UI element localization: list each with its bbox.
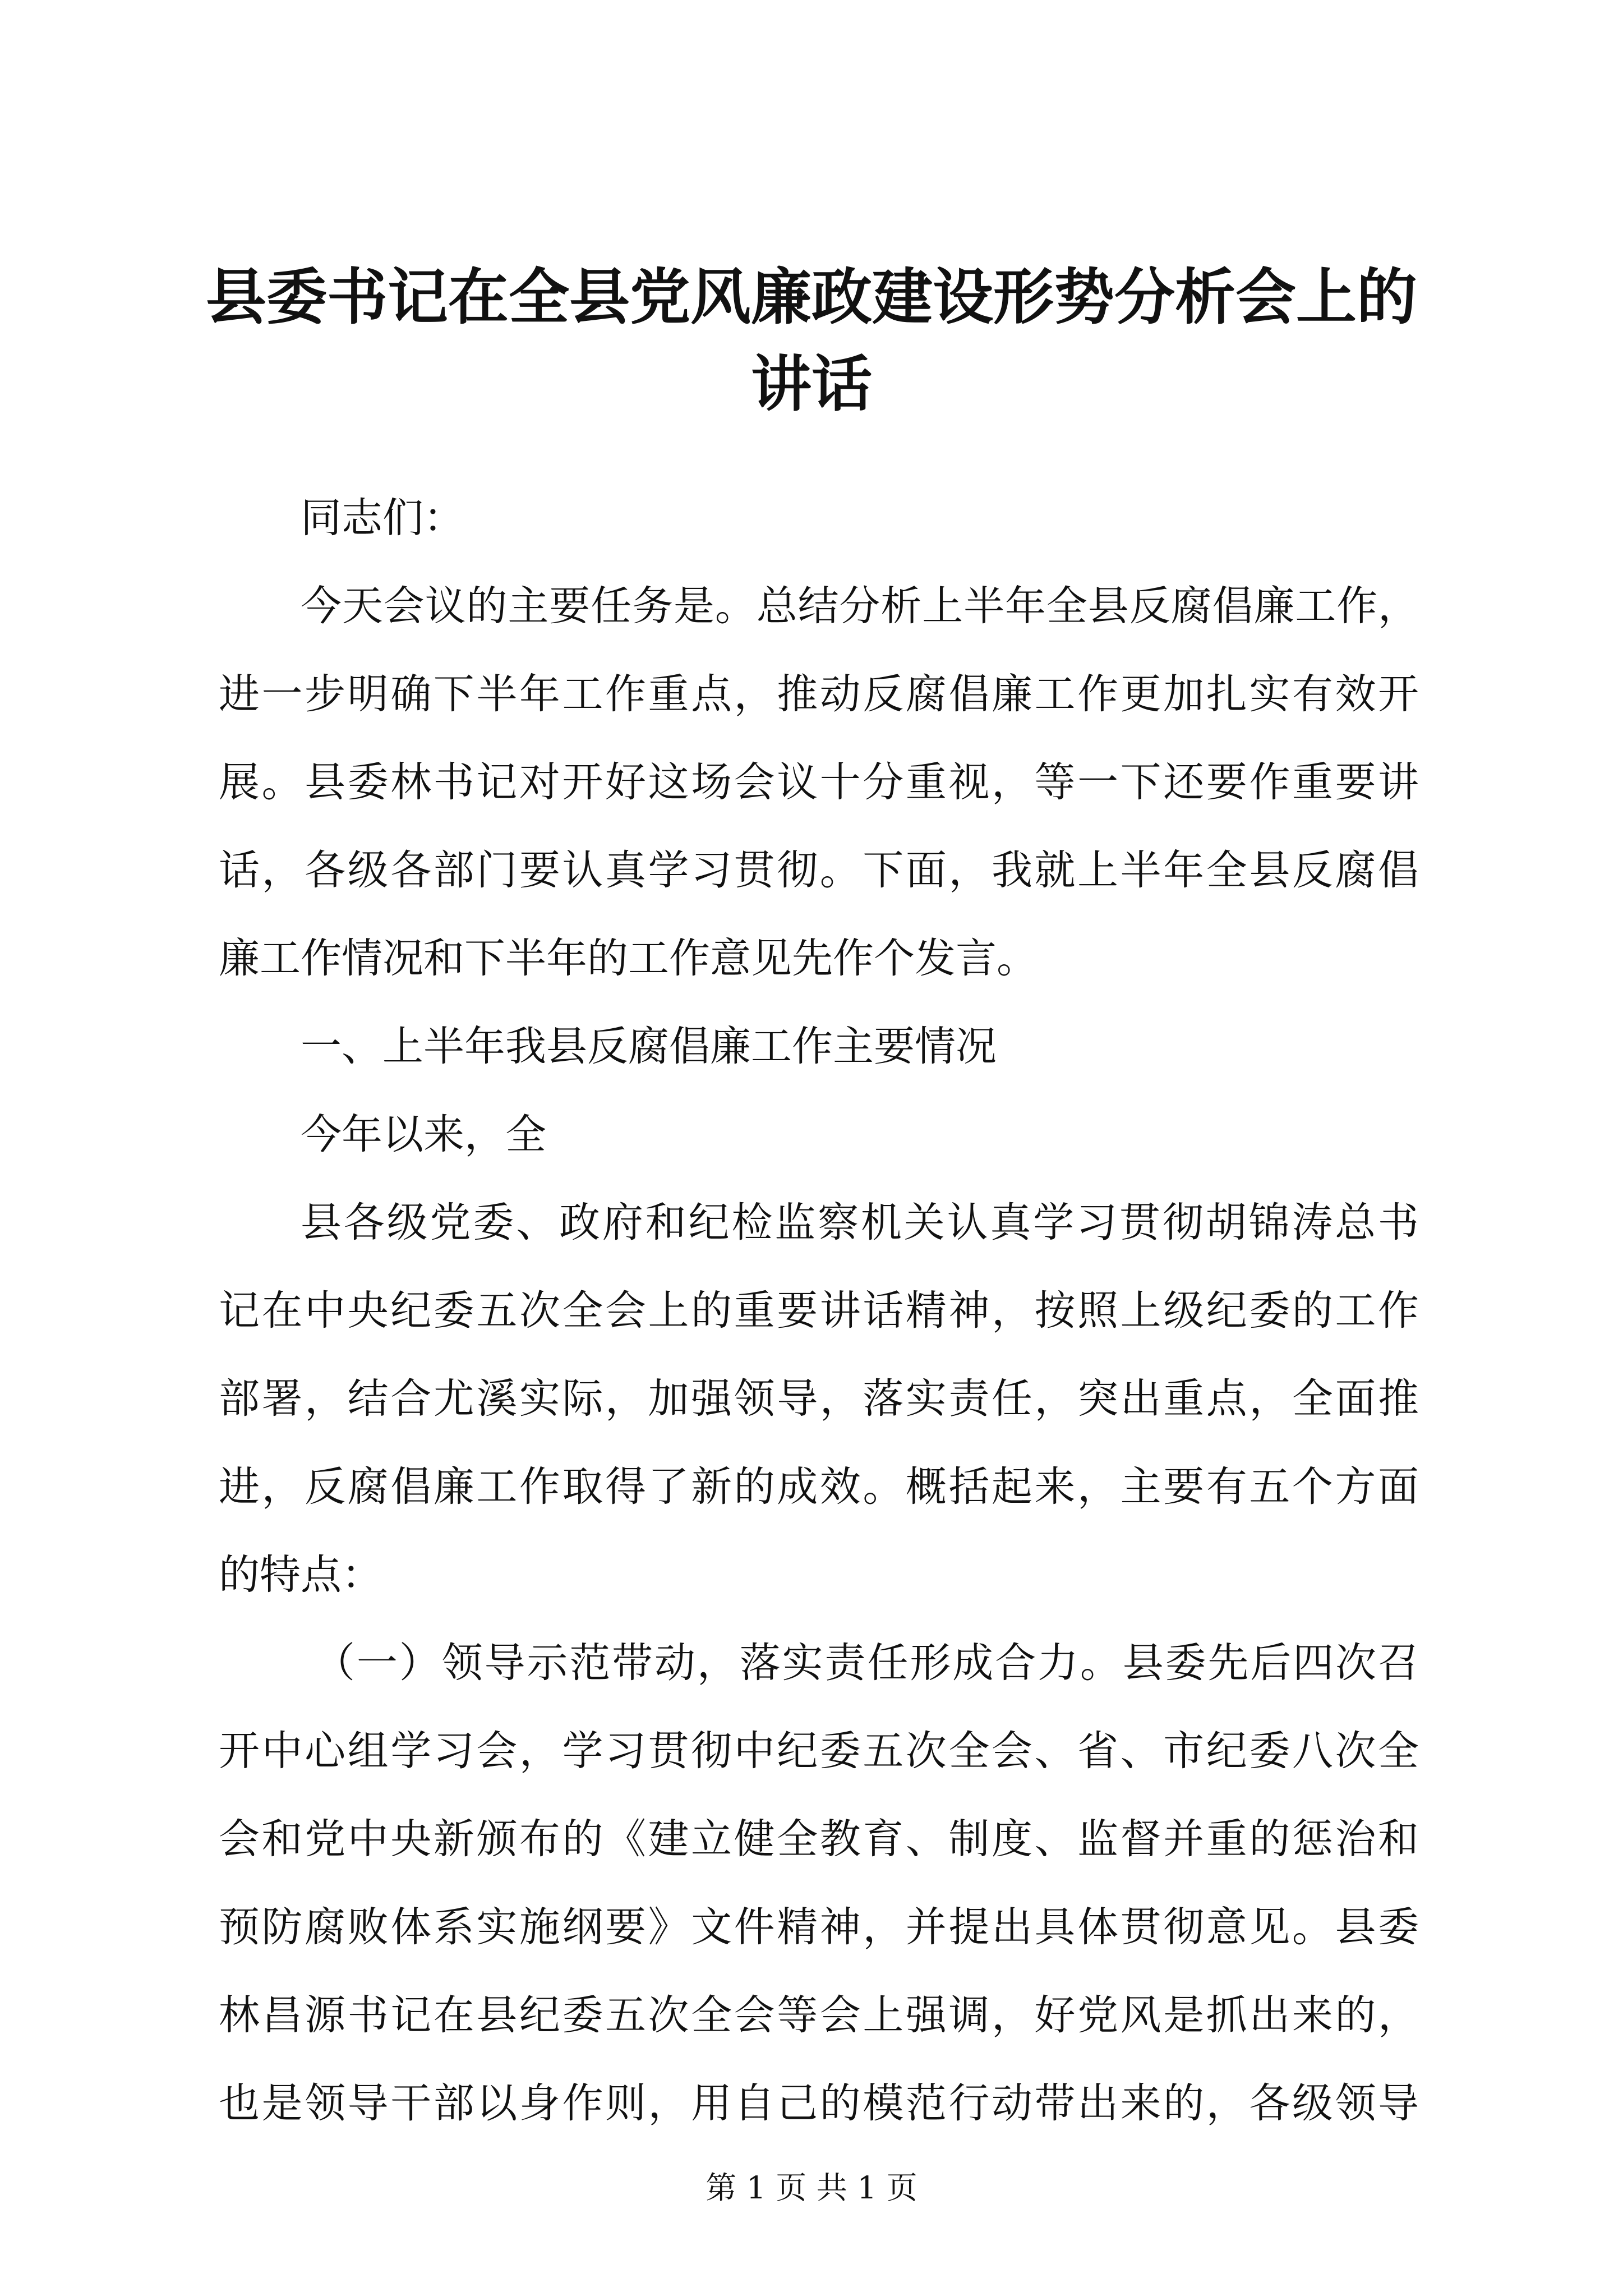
body-line: 今年以来，全 bbox=[301, 1111, 546, 1158]
document-body bbox=[219, 474, 1419, 2147]
body-line: 部署，结合尤溪实际，加强领导，落实责任，突出重点，全面推 bbox=[219, 1375, 1419, 1423]
body-line: 话，各级各部门要认真学习贯彻。下面，我就上半年全县反腐倡 bbox=[219, 846, 1419, 894]
body-line: 县各级党委、政府和纪检监察机关认真学习贯彻胡锦涛总书 bbox=[301, 1199, 1419, 1246]
body-line: 开中心组学习会，学习贯彻中纪委五次全会、省、市纪委八次全 bbox=[219, 1727, 1419, 1775]
body-line: 会和党中央新颁布的《建立健全教育、制度、监督并重的惩治和 bbox=[219, 1815, 1419, 1863]
body-line: 林昌源书记在县纪委五次全会等会上强调，好党风是抓出来的， bbox=[219, 1991, 1419, 2039]
body-line: 展。县委林书记对开好这场会议十分重视，等一下还要作重要讲 bbox=[219, 758, 1419, 806]
body-line: 的特点： bbox=[219, 1551, 382, 1599]
body-line: 进一步明确下半年工作重点，推动反腐倡廉工作更加扎实有效开 bbox=[219, 670, 1419, 718]
body-line: 预防腐败体系实施纲要》文件精神，并提出具体贯彻意见。县委 bbox=[219, 1903, 1419, 1951]
document-title-line-1: 县委书记在全县党风廉政建设形势分析会上的 bbox=[205, 262, 1417, 333]
body-line: 进，反腐倡廉工作取得了新的成效。概括起来，主要有五个方面 bbox=[219, 1463, 1419, 1511]
body-line: 廉工作情况和下半年的工作意见先作个发言。 bbox=[219, 935, 1038, 982]
page-footer: 第 1 页 共 1 页 bbox=[706, 2170, 917, 2206]
subsection-line: （一）领导示范带动，落实责任形成合力。县委先后四次召 bbox=[314, 1639, 1419, 1687]
document-title-line-2: 讲话 bbox=[750, 349, 872, 420]
salutation: 同志们： bbox=[301, 494, 464, 542]
section-heading: 一、上半年我县反腐倡廉工作主要情况 bbox=[301, 1023, 997, 1070]
body-line: 今天会议的主要任务是。总结分析上半年全县反腐倡廉工作， bbox=[301, 582, 1419, 630]
body-line: 记在中央纪委五次全会上的重要讲话精神，按照上级纪委的工作 bbox=[219, 1287, 1419, 1335]
body-line: 也是领导干部以身作则，用自己的模范行动带出来的，各级领导 bbox=[219, 2079, 1419, 2127]
